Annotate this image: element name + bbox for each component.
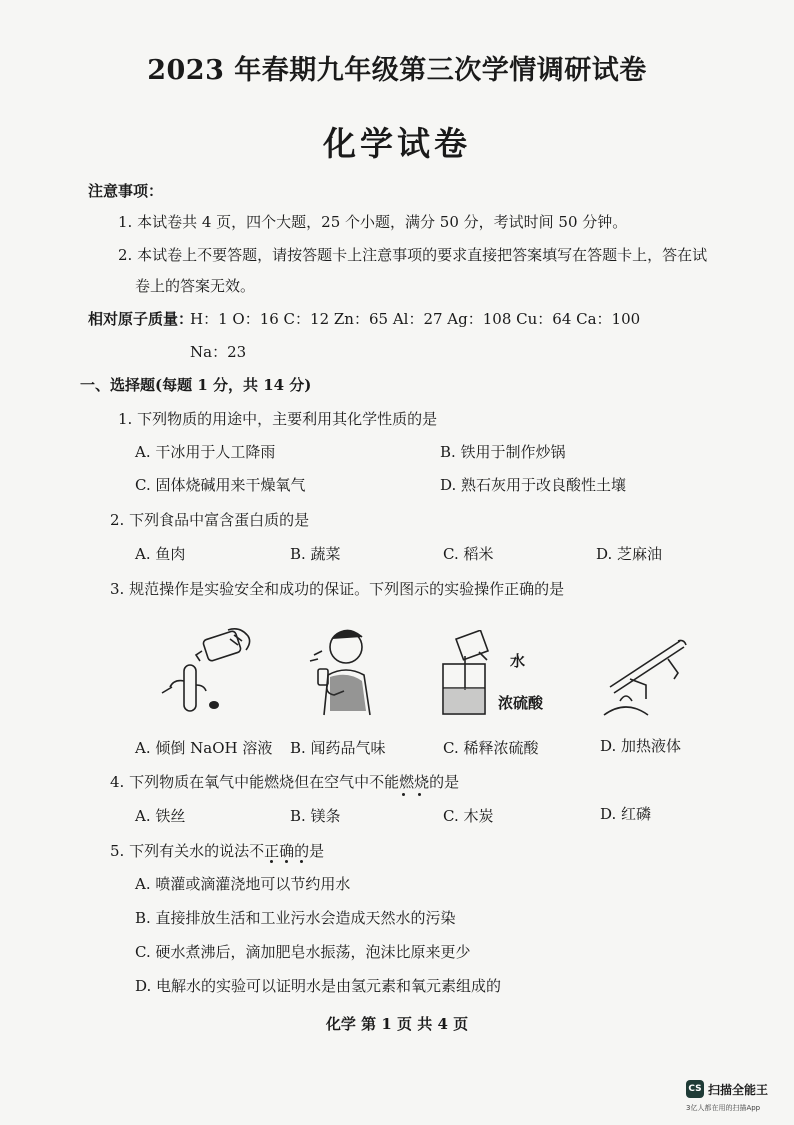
question-1-option-c: C. 固体烧碱用来干燥氧气 xyxy=(135,476,306,494)
atomic-mass-label: 相对原子质量： xyxy=(88,310,194,328)
atomic-mass-values: H：1 O：16 C：12 Zn：65 Al：27 Ag：108 Cu：64 Ca：100 xyxy=(190,310,641,328)
camscanner-logo-icon: CS xyxy=(686,1080,704,1098)
figure-label-water: 水 xyxy=(510,652,526,670)
question-3-option-d: D. 加热液体 xyxy=(600,737,682,755)
page-footer: 化学 第 1 页 共 4 页 xyxy=(325,1015,469,1033)
notice-heading: 注意事项： xyxy=(88,182,164,200)
question-4-option-c: C. 木炭 xyxy=(443,807,494,825)
emphasis-dot xyxy=(285,860,288,863)
question-2-stem: 2. 下列食品中富含蛋白质的是 xyxy=(110,511,310,529)
question-4-option-d: D. 红磷 xyxy=(600,805,652,823)
question-2-option-d: D. 芝麻油 xyxy=(596,545,663,563)
notice-item-2-line-1: 2. 本试卷上不要答题，请按答题卡上注意事项的要求直接把答案填写在答题卡上，答在试 xyxy=(118,246,708,264)
question-4-stem: 4. 下列物质在氧气中能燃烧但在空气中不能燃烧的是 xyxy=(110,773,460,791)
question-4-option-a: A. 铁丝 xyxy=(135,807,186,825)
question-5-option-a: A. 喷灌或滴灌浇地可以节约用水 xyxy=(135,875,351,893)
emphasis-dot xyxy=(300,860,303,863)
question-3-option-c: C. 稀释浓硫酸 xyxy=(443,739,539,757)
heating-figure xyxy=(590,625,700,720)
question-1-option-a: A. 干冰用于人工降雨 xyxy=(135,443,276,461)
question-1-option-b: B. 铁用于制作炒锅 xyxy=(440,443,566,461)
question-1-stem: 1. 下列物质的用途中，主要利用其化学性质的是 xyxy=(118,410,438,428)
question-3-stem: 3. 规范操作是实验安全和成功的保证。下列图示的实验操作正确的是 xyxy=(110,580,565,598)
exam-title: 2023 年春期九年级第三次学情调研试卷 xyxy=(147,55,647,86)
question-5-option-c: C. 硬水煮沸后，滴加肥皂水振荡，泡沫比原来更少 xyxy=(135,943,471,961)
section-heading: 一、选择题(每题 1 分，共 14 分) xyxy=(80,376,312,394)
question-5-option-d: D. 电解水的实验可以证明水是由氢元素和氧元素组成的 xyxy=(135,977,502,995)
figure-label-acid: 浓硫酸 xyxy=(498,694,544,712)
emphasis-dot xyxy=(270,860,273,863)
question-5-stem: 5. 下列有关水的说法不正确的是 xyxy=(110,842,325,860)
question-5-option-b: B. 直接排放生活和工业污水会造成天然水的污染 xyxy=(135,909,456,927)
notice-item-1: 1. 本试卷共 4 页，四个大题，25 个小题，满分 50 分，考试时间 50 分钟。 xyxy=(118,213,628,231)
camscanner-name: 扫描全能王 xyxy=(708,1083,769,1097)
exam-subtitle: 化学试卷 xyxy=(323,124,471,163)
emphasis-dot xyxy=(402,793,405,796)
notice-item-2-line-2: 卷上的答案无效。 xyxy=(135,277,256,295)
camscanner-tagline: 3亿人都在用的扫描App xyxy=(686,1104,761,1112)
question-2-option-a: A. 鱼肉 xyxy=(135,545,186,563)
question-2-option-b: B. 蔬菜 xyxy=(290,545,341,563)
question-1-option-d: D. 熟石灰用于改良酸性土壤 xyxy=(440,476,627,494)
question-4-option-b: B. 镁条 xyxy=(290,807,341,825)
question-2-option-c: C. 稻米 xyxy=(443,545,494,563)
question-3-option-b: B. 闻药品气味 xyxy=(290,739,386,757)
pouring-figure xyxy=(150,625,260,720)
atomic-mass-values-2: Na：23 xyxy=(190,343,247,361)
smelling-figure xyxy=(300,625,390,720)
question-3-option-a: A. 倾倒 NaOH 溶液 xyxy=(135,739,273,757)
emphasis-dot xyxy=(418,793,421,796)
diluting-figure xyxy=(435,630,505,720)
